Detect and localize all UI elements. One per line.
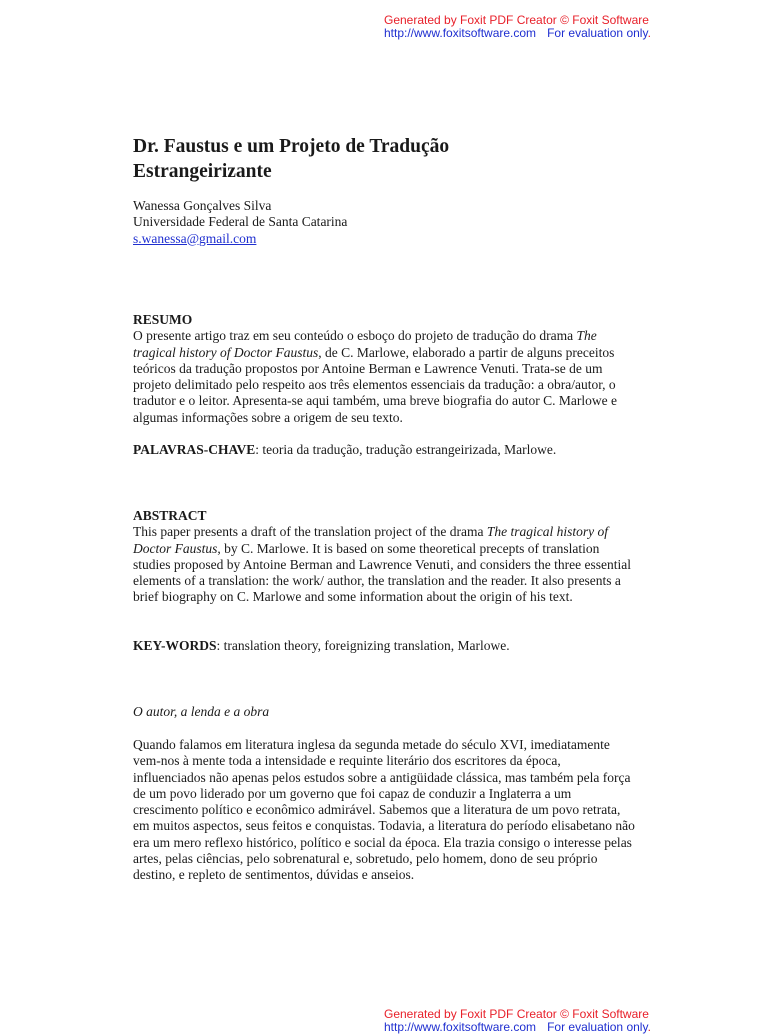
watermark-generated-text: Generated by Foxit PDF Creator © Foxit Software [384, 13, 649, 27]
watermark-link-line [384, 27, 651, 40]
watermark-generated-text-bottom: Generated by Foxit PDF Creator © Foxit Software [384, 1007, 649, 1021]
key-words [133, 638, 635, 654]
author-affiliation: Universidade Federal de Santa Catarina [133, 214, 348, 230]
resumo-text-part-2: , de C. Marlowe, elaborado a partir de alguns preceitos teóricos da tradução propostos por Antoine Berman e Lawrence Venuti. Trata-se de um projeto delimitado pelo respeito aos três elementos essenciais da tradução: a obra/autor, o tradutor e o leitor. Apresenta-se aqui também, uma breve biografia do autor C. Marlowe e algumas informações sobre a origem de seu texto. [133, 344, 617, 425]
abstract-work-title: The tragical history of Doctor Faustus [133, 524, 608, 556]
palavras-chave-label: PALAVRAS-CHAVE [133, 442, 256, 457]
resumo-section [133, 312, 635, 426]
abstract-text-part-2: , by C. Marlowe. It is based on some theoretical precepts of translation studies proposed by Antoine Berman and Lawrence Venuti, and considers the three essential elements of a translation: the work/ author, the translation and the reader. It also presents a brief biography on C. Marlowe and some information about the origin of his text. [133, 540, 631, 605]
section-subtitle: O autor, a lenda e a obra [133, 704, 270, 719]
palavras-chave [133, 442, 635, 458]
key-words-label: KEY-WORDS [133, 638, 217, 653]
watermark-eval-text-bottom: For evaluation only [547, 1020, 648, 1034]
watermark-url-link-bottom[interactable]: http://www.foxitsoftware.com [384, 1020, 537, 1034]
author-block [133, 198, 347, 247]
document-title [133, 134, 613, 184]
resumo-paragraph [133, 328, 635, 426]
watermark-url-link[interactable]: http://www.foxitsoftware.com [384, 26, 537, 40]
resumo-work-title: The tragical history of Doctor Faustus [133, 328, 597, 360]
watermark-eval-text: For evaluation only [547, 26, 648, 40]
palavras-chave-text: : teoria da tradução, tradução estrangeirizada, Marlowe. [255, 442, 557, 457]
title-line-2: Estrangeirizante [133, 161, 272, 182]
author-email-link[interactable]: s.wanessa@gmail.com [133, 230, 257, 246]
watermark-link-line-bottom [384, 1021, 651, 1034]
watermark-bottom [384, 1008, 651, 1034]
body-paragraph: Quando falamos em literatura inglesa da segunda metade do século XVI, imediatamente vem-nos à mente toda a intensidade e requinte literário dos escritores da época, influenciados não apenas pelos estudos sobre a antigüidade clássica, mas também pela força de um povo liderado por um governo que foi capaz de conduzir a Inglaterra a um crescimento político e econômico admirável. Sabemos que a literatura de um povo retrata, em muitos aspectos, seus feitos e conquistas. Todavia, a literatura do período elisabetano não era um mero reflexo histórico, político e social da época. Ela trazia consigo o interesse pelas artes, pelas ciências, pelo sobrenatural e, sobretudo, pelo homem, dono de seu próprio destino, e repleto de sentimentos, dúvidas e anseios. [133, 737, 635, 883]
resumo-heading: RESUMO [133, 312, 193, 327]
resumo-text-part-1: O presente artigo traz em seu conteúdo o esboço do projeto de tradução do drama [133, 328, 577, 344]
abstract-paragraph [133, 524, 635, 605]
author-name: Wanessa Gonçalves Silva [133, 198, 272, 213]
abstract-heading: ABSTRACT [133, 508, 207, 523]
watermark-dot-bottom: . [647, 1020, 651, 1034]
title-line-1: Dr. Faustus e um Projeto de Tradução [133, 136, 450, 157]
key-words-text: : translation theory, foreignizing translation, Marlowe. [216, 638, 510, 653]
abstract-text-part-1: This paper presents a draft of the translation project of the drama [133, 524, 487, 540]
watermark-top [384, 14, 651, 40]
watermark-dot: . [647, 26, 651, 40]
abstract-section [133, 508, 635, 606]
